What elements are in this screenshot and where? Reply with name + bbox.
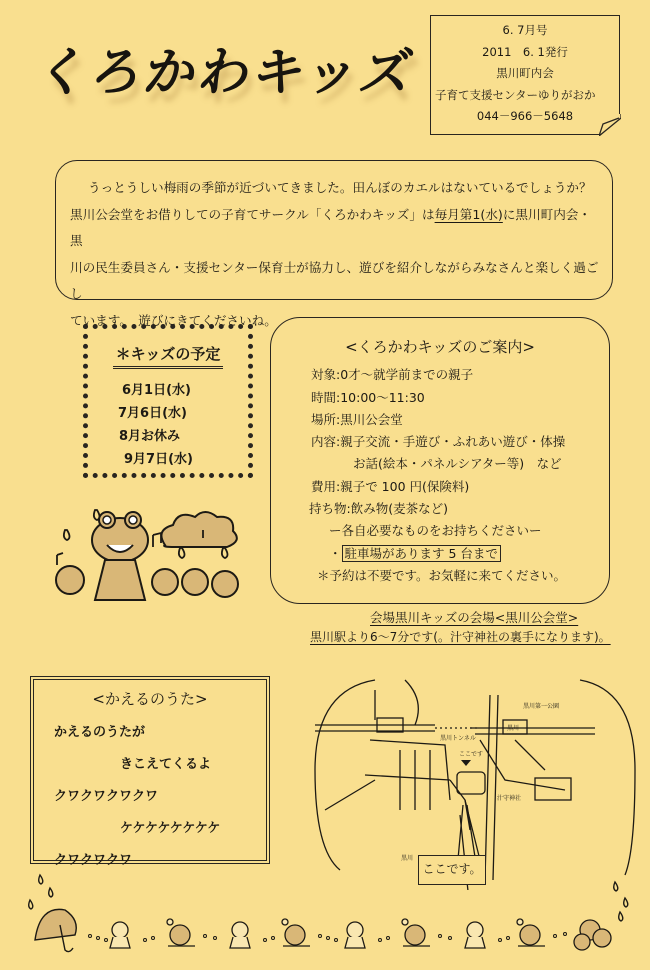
song-line: クワクワクワクワ <box>54 789 159 804</box>
song-line: かえるのうたが <box>54 725 146 740</box>
intro-line-2-tail: に黒川町内会・黒 <box>70 206 591 248</box>
snail-icon <box>402 919 430 946</box>
issue-edition: 6. 7月号 <box>502 23 548 37</box>
info-belongings: 持ち物:飲み物(麦茶など) <box>309 501 448 517</box>
issue-organizer: 黒川町内会 <box>496 66 554 80</box>
issue-published-date: 2011 6. 1発行 <box>482 44 568 59</box>
issue-phone: 044－966－5648 <box>476 109 574 123</box>
song-title: <かえるのうた> <box>92 690 208 708</box>
hydrangea-icon <box>574 920 611 950</box>
svg-text:汁守神社: 汁守神社 <box>497 795 522 802</box>
intro-line-2 <box>70 202 602 255</box>
parking-note: 駐車場があります 5 台まで <box>342 545 501 562</box>
intro-line-2-text: 黒川公会堂をお借りしての子育てサークル「くろかわキッズ」は <box>70 206 435 222</box>
info-title: <くろかわキッズのご案内> <box>345 338 535 356</box>
issue-support-center: 子育て支援センターゆりがおか <box>435 87 596 102</box>
bullet: ・ <box>329 545 342 561</box>
svg-text:黒川第一公園: 黒川第一公園 <box>523 703 560 710</box>
info-target: 対象:0才～就学前までの親子 <box>311 367 474 383</box>
here-callout: ここです。 <box>418 855 486 885</box>
info-content-continued: お話(絵本・パネルシアター等) など <box>353 456 562 472</box>
intro-line-3: 川の民生委員さん・支援センター保育士が協力し、遊びを紹介しながらみなさんと楽しく過ごし <box>70 259 599 301</box>
snail-icon <box>282 919 310 946</box>
schedule-item: 7月6日(水) <box>118 406 187 421</box>
teru-teru-bozu-icon <box>345 922 365 948</box>
teru-teru-bozu-icon <box>230 922 250 948</box>
snail-icon <box>517 919 545 946</box>
teru-teru-bozu-icon <box>465 922 485 948</box>
kids-info-box <box>270 317 610 604</box>
teru-teru-bozu-icon <box>110 922 130 948</box>
svg-text:ここです: ここです <box>459 751 484 758</box>
newsletter-title: くろかわキッズ <box>31 43 420 103</box>
here-arrow-icon <box>461 760 471 766</box>
schedule-item: 6月1日(水) <box>122 383 191 398</box>
info-place: 場所:黒川公会堂 <box>311 411 403 427</box>
schedule-title: ＊キッズの予定 <box>113 343 223 369</box>
schedule-item: 8月お休み <box>119 429 181 444</box>
intro-line-4: ています。 遊びにきてくださいね。 <box>70 312 277 328</box>
schedule-item: 9月7日(水) <box>124 452 193 467</box>
rainy-season-border-illustration <box>20 870 640 960</box>
frogs-singing-illustration <box>45 500 280 610</box>
svg-text:黒川トンネル: 黒川トンネル <box>440 735 476 742</box>
snail-icon <box>167 919 195 946</box>
venue-access: 黒川駅より6～7分です(。汁守神社の裏手になります)。 <box>310 630 611 644</box>
song-line: クワクワクワ <box>54 853 133 868</box>
info-belongings-note: ー各自必要なものをお持ちくださいー <box>329 523 542 539</box>
page-curl-icon <box>599 114 621 136</box>
song-line: きこえてくるよ <box>120 757 212 772</box>
song-line: ケケケケケケケケ <box>120 821 221 836</box>
umbrella-icon <box>35 909 76 951</box>
issue-info-box <box>430 15 620 135</box>
info-time: 時間:10:00～11:30 <box>311 389 425 405</box>
intro-message-box <box>55 160 613 328</box>
meeting-day-highlight: 毎月第1(水) <box>434 206 503 222</box>
info-reservation: ＊予約は不要です。お気軽に来てください。 <box>317 567 567 583</box>
info-fee: 費用:親子で 100 円(保険料) <box>311 478 470 494</box>
intro-line-1: うっとうしい梅雨の季節が近づいてきました。田んぼのカエルはないているでしょうか？ <box>88 180 592 195</box>
frog-song-box <box>30 676 270 868</box>
info-parking <box>311 543 609 565</box>
svg-text:黒川: 黒川 <box>507 725 520 732</box>
svg-text:黒川: 黒川 <box>401 855 414 862</box>
venue-title: 会場黒川キッズの会場<黒川公会堂> <box>370 610 579 625</box>
schedule-box <box>83 324 253 478</box>
info-content: 内容:親子交流・手遊び・ふれあい遊び・体操 <box>311 434 566 450</box>
